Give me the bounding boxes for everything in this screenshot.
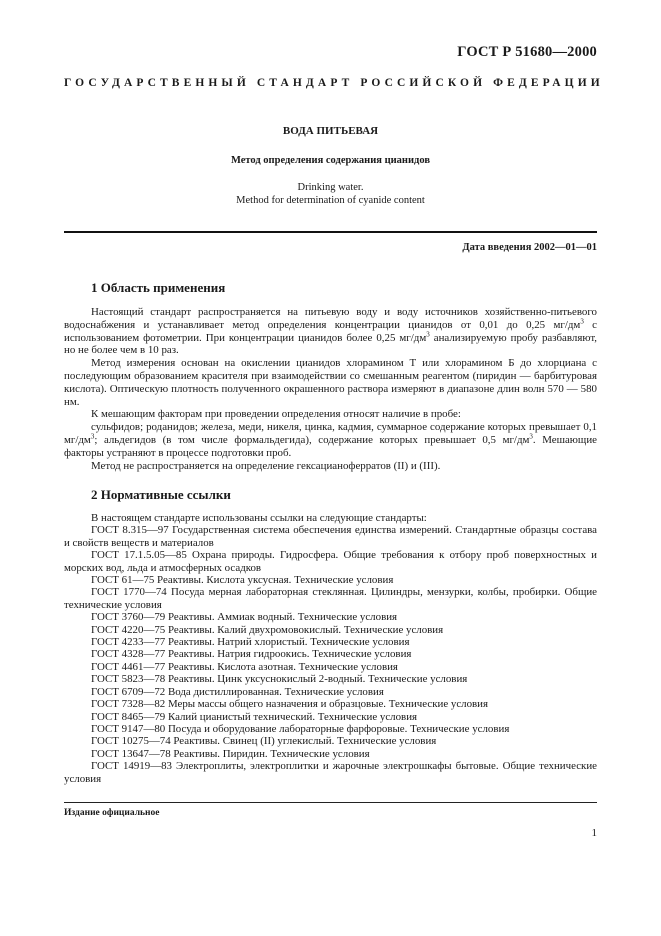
reference-item: ГОСТ 3760—79 Реактивы. Аммиак водный. Технические условия [91, 611, 398, 624]
section-1-body [64, 306, 597, 472]
reference-item: ГОСТ 61—75 Реактивы. Кислота уксусная. Технические условия [91, 574, 394, 587]
section-2-body [64, 512, 597, 785]
section-1-heading: 1 Область применения [91, 280, 226, 295]
section-2-intro: В настоящем стандарте использованы ссылки на следующие стандарты: [91, 512, 427, 524]
reference-item: ГОСТ 13647—78 Реактивы. Пиридин. Технические условия [91, 747, 370, 760]
reference-item: ГОСТ 4461—77 Реактивы. Кислота азотная. Технические условия [91, 660, 398, 673]
introduction-date: Дата введения 2002—01—01 [462, 242, 597, 253]
footer-divider [64, 802, 597, 803]
reference-item: ГОСТ 1770—74 Посуда мерная лабораторная стеклянная. Цилиндры, мензурки, колбы, пробирки. Общие технические условия [64, 586, 597, 611]
english-title-line2: Method for determination of cyanide content [236, 195, 425, 206]
english-title-line1: Drinking water. [297, 182, 364, 193]
gost-code: ГОСТ Р 51680—2000 [457, 44, 597, 60]
reference-item: ГОСТ 5823—78 Реактивы. Цинк уксуснокислый 2-водный. Технические условия [91, 673, 468, 686]
section-1-paragraph-exclusion: Метод не распространяется на определение гексацианоферратов (II) и (III). [91, 459, 441, 472]
reference-item: ГОСТ 6709—72 Вода дистиллированная. Технические условия [91, 685, 384, 698]
document-title: ВОДА ПИТЬЕВАЯ [282, 125, 379, 137]
reference-item: ГОСТ 4328—77 Реактивы. Натрия гидроокись. Технические условия [91, 648, 412, 661]
section-1-paragraph-interference: К мешающим факторам при проведении определения относят наличие в пробе: [91, 408, 461, 421]
state-standard-heading: ГОСУДАРСТВЕННЫЙ СТАНДАРТ РОССИЙСКОЙ ФЕДЕРАЦИИ [64, 77, 604, 89]
reference-item: ГОСТ 8.315—97 Государственная система обеспечения единства измерений. Стандартные образцы состава и свойств веществ и материалов [64, 524, 597, 549]
reference-item: ГОСТ 14919—83 Электроплиты, электроплитки и жарочные электрошкафы бытовые. Общие технические условия [64, 760, 597, 785]
title-divider [64, 231, 597, 233]
reference-item: ГОСТ 8465—79 Калий цианистый технический. Технические условия [91, 710, 418, 723]
reference-item: ГОСТ 10275—74 Реактивы. Свинец (II) углекислый. Технические условия [91, 735, 437, 748]
reference-item: ГОСТ 4233—77 Реактивы. Натрий хлористый. Технические условия [91, 636, 410, 649]
english-title [64, 181, 597, 207]
reference-item: ГОСТ 17.1.5.05—85 Охрана природы. Гидросфера. Общие требования к отбору проб поверхностных и морских вод, льда и атмосферных осадков [64, 549, 597, 574]
reference-item: ГОСТ 9147—80 Посуда и оборудование лабораторные фарфоровые. Технические условия [91, 722, 510, 735]
section-1-paragraph-scope: Настоящий стандарт распространяется на питьевую воду и воду источников хозяйственно-питьевого водоснабжения и устанавливает метод определения концентрации цианидов от 0,01 до 0,25 $мг/дм^3$ с использованием фотометрии. При концентрации цианидов более 0,25 $мг/дм^3$ анализируемую пробу разбавляют, но не более чем в 10 раз. [64, 306, 597, 357]
section-1-paragraph-interference-list: сульфидов; роданидов; железа, меди, никеля, цинка, кадмия, суммарное содержание которых превышает 0,1 $мг/дм^3$; альдегидов (в том числе формальдегида), содержание которых превышает 0,5 $мг/дм^3$. Мешающие факторы устраняют в процессе подготовки проб. [64, 421, 597, 459]
edition-label: Издание официальное [64, 808, 160, 818]
reference-item: ГОСТ 4220—75 Реактивы. Калий двухромовокислый. Технические условия [91, 623, 444, 636]
reference-item: ГОСТ 7328—82 Меры массы общего назначения и образцовые. Технические условия [91, 698, 489, 711]
document-subtitle: Метод определения содержания цианидов [230, 155, 431, 166]
page-number: 1 [591, 827, 597, 839]
section-1-paragraph-method: Метод измерения основан на окислении цианидов хлорамином Т или хлорамином Б до хлорциана с последующим образованием красителя при взаимодействии со смешанным реагентом (пиридин — барбитуровая кислота). Оптическую плотность полученного окрашенного раствора измеряют в диапазоне длин волн 570 — 580 нм. [64, 357, 597, 408]
section-2-heading: 2 Нормативные ссылки [91, 487, 231, 502]
